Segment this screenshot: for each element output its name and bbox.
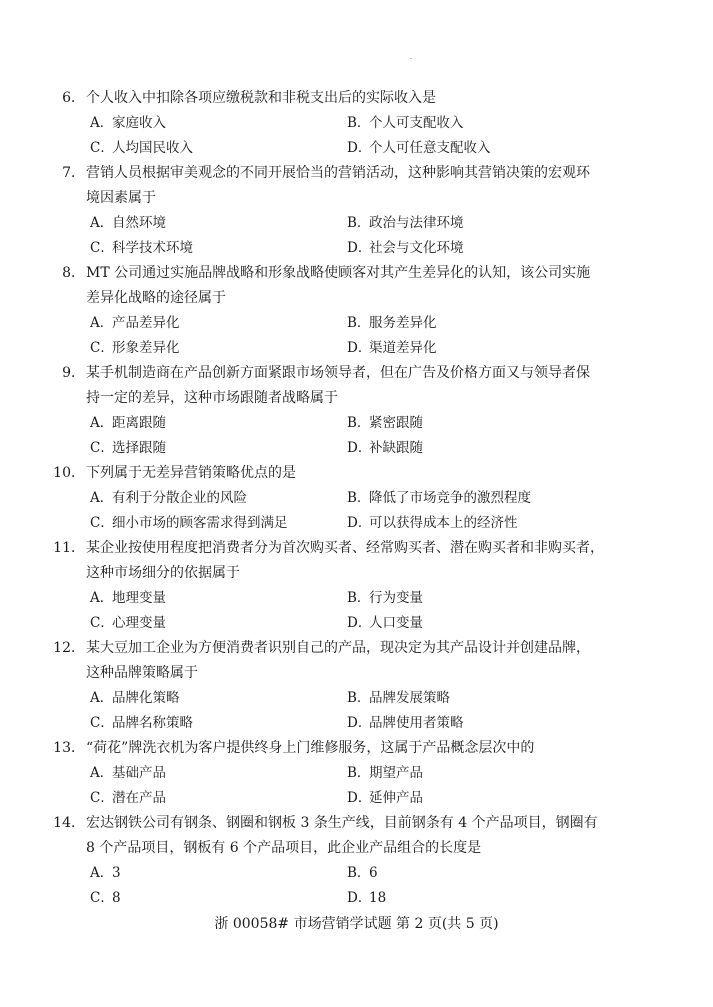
question-text-continued: 差异化战略的途径属于 xyxy=(86,290,226,306)
question-number: 7． xyxy=(62,165,85,181)
option-letter: C． xyxy=(90,515,114,531)
option-a xyxy=(90,861,121,886)
option-text: 社会与文化环境 xyxy=(369,240,464,256)
option-c xyxy=(90,236,193,261)
option-letter: B． xyxy=(347,315,371,331)
question-number: 6． xyxy=(62,90,85,106)
question-text-continued: 这种品牌策略属于 xyxy=(86,665,198,681)
option-letter: B． xyxy=(347,415,371,431)
option-letter: C． xyxy=(90,715,114,731)
option-letter: B． xyxy=(347,215,371,231)
option-a xyxy=(90,211,166,236)
option-d xyxy=(347,611,423,636)
option-d xyxy=(347,236,464,261)
option-d xyxy=(347,886,386,911)
option-letter: D． xyxy=(347,790,372,806)
option-text: 3 xyxy=(112,865,121,881)
option-text: 品牌名称策略 xyxy=(112,715,193,731)
question-text: 某企业按使用程度把消费者分为首次购买者、经常购买者、潜在购买者和非购买者， xyxy=(86,540,604,556)
option-c xyxy=(90,611,166,636)
option-text: 地理变量 xyxy=(112,590,166,606)
option-b xyxy=(347,686,450,711)
option-letter: D． xyxy=(347,440,372,456)
option-text: 6 xyxy=(369,865,378,881)
question-text: 营销人员根据审美观念的不同开展恰当的营销活动，这种影响其营销决策的宏观环 xyxy=(86,165,590,181)
option-letter: D． xyxy=(347,615,372,631)
question-text: “荷花”牌洗衣机为客户提供终身上门维修服务，这属于产品概念层次中的 xyxy=(86,740,535,756)
question-text-continued: 境因素属于 xyxy=(86,190,156,206)
option-text: 行为变量 xyxy=(369,590,423,606)
option-c xyxy=(90,711,193,736)
option-b xyxy=(347,411,423,436)
option-d xyxy=(347,336,437,361)
option-letter: B． xyxy=(347,865,371,881)
option-text: 基础产品 xyxy=(112,765,166,781)
question-text-continued: 8 个产品项目，钢板有 6 个产品项目，此企业产品组合的长度是 xyxy=(86,840,482,856)
question-text: 某手机制造商在产品创新方面紧跟市场领导者，但在广告及价格方面又与领导者保 xyxy=(86,365,590,381)
question-number: 13． xyxy=(53,740,85,756)
option-letter: C． xyxy=(90,615,114,631)
question-number: 8． xyxy=(62,265,85,281)
option-a xyxy=(90,311,180,336)
option-a xyxy=(90,111,166,136)
option-a xyxy=(90,411,166,436)
option-letter: C． xyxy=(90,890,114,906)
option-letter: B． xyxy=(347,765,371,781)
page-footer: 浙 00058# 市场营销学试题 第 2 页(共 5 页) xyxy=(214,916,499,932)
option-b xyxy=(347,861,378,886)
option-text: 渠道差异化 xyxy=(369,340,437,356)
option-c xyxy=(90,786,166,811)
option-letter: C． xyxy=(90,240,114,256)
option-text: 可以获得成本上的经济性 xyxy=(369,515,518,531)
option-letter: A． xyxy=(90,590,114,606)
scan-speck xyxy=(410,58,412,59)
option-letter: D． xyxy=(347,240,372,256)
option-a xyxy=(90,686,180,711)
option-letter: A． xyxy=(90,415,114,431)
option-text: 品牌发展策略 xyxy=(369,690,450,706)
option-b xyxy=(347,486,531,511)
option-text: 潜在产品 xyxy=(112,790,166,806)
option-letter: D． xyxy=(347,340,372,356)
option-c xyxy=(90,136,193,161)
option-letter: A． xyxy=(90,115,114,131)
option-letter: B． xyxy=(347,115,371,131)
option-text: 距离跟随 xyxy=(112,415,166,431)
question-number: 10． xyxy=(53,465,85,481)
option-b xyxy=(347,111,464,136)
question-number: 12． xyxy=(53,640,85,656)
option-c xyxy=(90,336,180,361)
option-text: 个人可支配收入 xyxy=(369,115,464,131)
option-a xyxy=(90,761,166,786)
question-text-continued: 这种市场细分的依据属于 xyxy=(86,565,240,581)
option-d xyxy=(347,711,464,736)
option-text: 18 xyxy=(369,890,387,906)
option-letter: A． xyxy=(90,315,114,331)
option-text: 期望产品 xyxy=(369,765,423,781)
option-letter: A． xyxy=(90,690,114,706)
option-text: 心理变量 xyxy=(112,615,166,631)
option-letter: A． xyxy=(90,215,114,231)
option-text: 8 xyxy=(112,890,121,906)
option-text: 服务差异化 xyxy=(369,315,437,331)
option-text: 个人可任意支配收入 xyxy=(369,140,491,156)
question-number: 9． xyxy=(62,365,85,381)
option-text: 产品差异化 xyxy=(112,315,180,331)
option-letter: C． xyxy=(90,340,114,356)
option-letter: C． xyxy=(90,440,114,456)
option-text: 降低了市场竞争的激烈程度 xyxy=(369,490,531,506)
option-text: 紧密跟随 xyxy=(369,415,423,431)
option-text: 家庭收入 xyxy=(112,115,166,131)
option-a xyxy=(90,586,166,611)
option-letter: D． xyxy=(347,715,372,731)
option-text: 品牌使用者策略 xyxy=(369,715,464,731)
option-c xyxy=(90,886,121,911)
option-text: 形象差异化 xyxy=(112,340,180,356)
option-c xyxy=(90,511,288,536)
option-letter: D． xyxy=(347,890,372,906)
option-b xyxy=(347,211,464,236)
option-d xyxy=(347,786,423,811)
option-text: 延伸产品 xyxy=(369,790,423,806)
option-letter: D． xyxy=(347,515,372,531)
option-text: 人均国民收入 xyxy=(112,140,193,156)
option-letter: B． xyxy=(347,690,371,706)
option-letter: C． xyxy=(90,140,114,156)
option-letter: B． xyxy=(347,490,371,506)
option-letter: A． xyxy=(90,765,114,781)
option-letter: D． xyxy=(347,140,372,156)
option-b xyxy=(347,761,423,786)
option-text: 自然环境 xyxy=(112,215,166,231)
option-text: 选择跟随 xyxy=(112,440,166,456)
question-text: 宏达钢铁公司有钢条、钢圈和钢板 3 条生产线，目前钢条有 4 个产品项目，钢圈有 xyxy=(86,815,598,831)
option-letter: C． xyxy=(90,790,114,806)
question-number: 11． xyxy=(53,540,85,556)
option-text: 补缺跟随 xyxy=(369,440,423,456)
option-c xyxy=(90,436,166,461)
option-d xyxy=(347,136,491,161)
option-b xyxy=(347,311,437,336)
option-text: 政治与法律环境 xyxy=(369,215,464,231)
option-text: 细小市场的顾客需求得到满足 xyxy=(112,515,288,531)
question-text: MT 公司通过实施品牌战略和形象战略使顾客对其产生差异化的认知，该公司实施 xyxy=(86,265,591,281)
question-text-continued: 持一定的差异，这种市场跟随者战略属于 xyxy=(86,390,338,406)
option-text: 人口变量 xyxy=(369,615,423,631)
question-number: 14． xyxy=(53,815,85,831)
option-text: 科学技术环境 xyxy=(112,240,193,256)
option-text: 有利于分散企业的风险 xyxy=(112,490,247,506)
option-a xyxy=(90,486,247,511)
option-letter: A． xyxy=(90,865,114,881)
option-d xyxy=(347,511,518,536)
option-letter: A． xyxy=(90,490,114,506)
question-text: 下列属于无差异营销策略优点的是 xyxy=(86,465,296,481)
question-text: 个人收入中扣除各项应缴税款和非税支出后的实际收入是 xyxy=(86,90,436,106)
question-text: 某大豆加工企业为方便消费者识别自己的产品，现决定为其产品设计并创建品牌， xyxy=(86,640,590,656)
option-b xyxy=(347,586,423,611)
option-letter: B． xyxy=(347,590,371,606)
option-text: 品牌化策略 xyxy=(112,690,180,706)
option-d xyxy=(347,436,423,461)
